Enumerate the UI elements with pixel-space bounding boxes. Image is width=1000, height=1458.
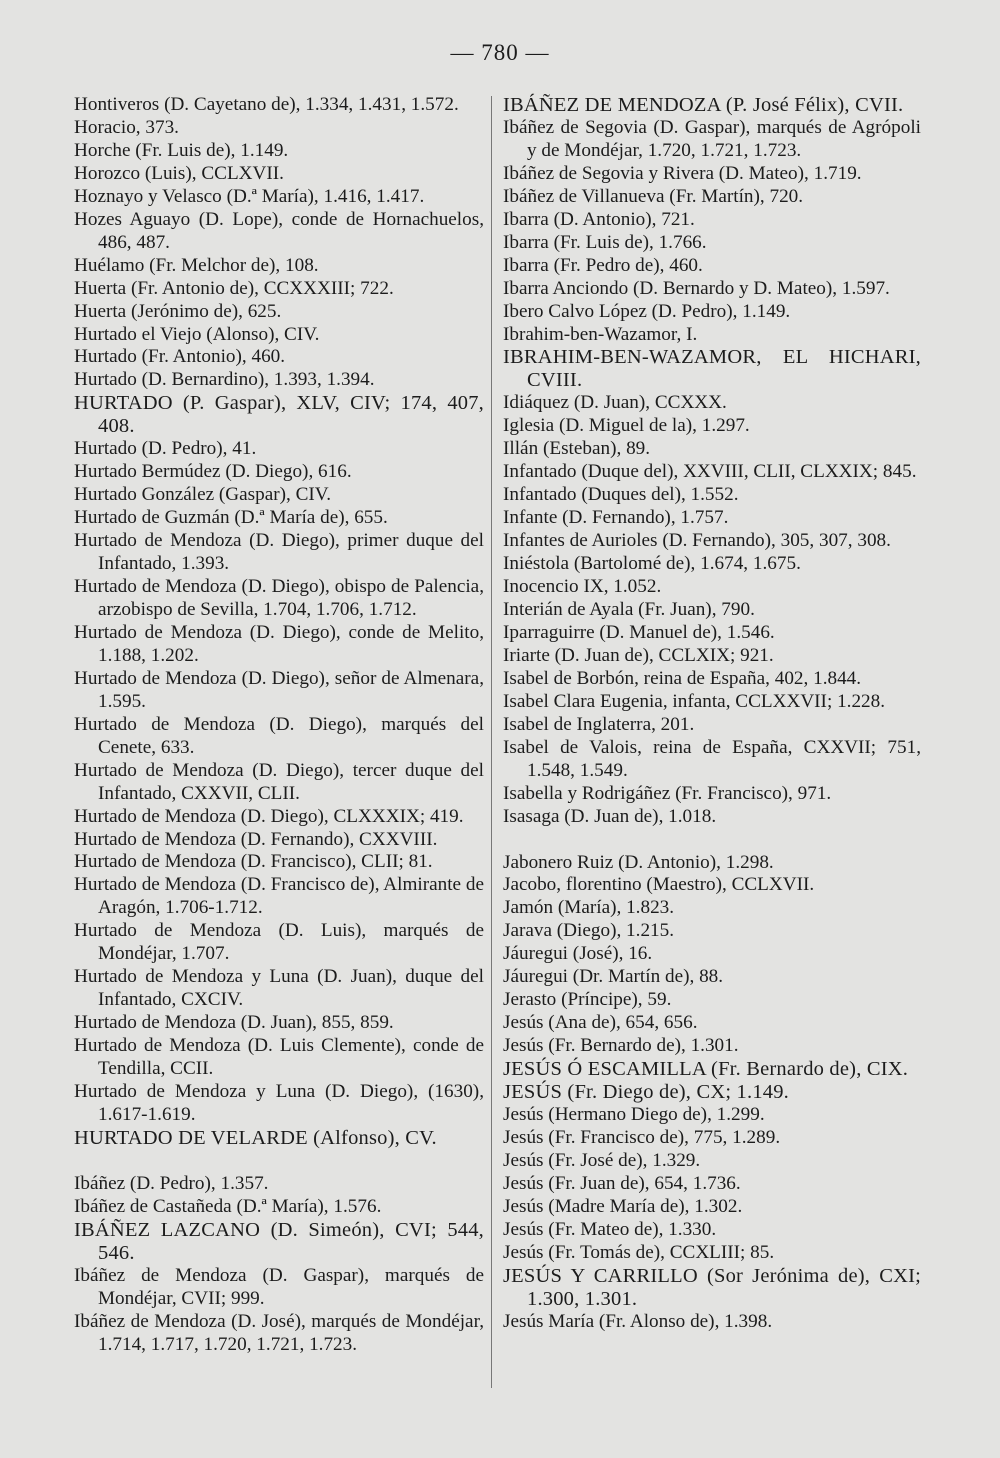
index-entry: Hurtado de Mendoza y Luna (D. Diego), (1630), 1.617-1.619. [74,1080,484,1125]
right-column [503,94,921,1334]
index-entry: Jáuregui (José), 16. [503,943,653,965]
index-entry: Hurtado de Mendoza (D. Francisco), CLII; 81. [74,851,433,873]
index-entry: Idiáquez (D. Juan), CCXXX. [503,392,727,414]
index-entry: Isabella y Rodrigáñez (Fr. Francisco), 971. [503,782,832,804]
index-entry: Hurtado de Mendoza (D. Luis), marqués de Mondéjar, 1.707. [74,920,484,965]
index-entry: Hurtado de Mendoza (D. Fernando), CXXVIII. [74,828,438,850]
index-entry: Jesús (Ana de), 654, 656. [503,1012,698,1034]
index-entry: Huélamo (Fr. Melchor de), 108. [74,254,319,276]
index-entry: Isabel de Valois, reina de España, CXXVII; 751, 1.548, 1.549. [503,736,921,781]
index-entry: Horche (Fr. Luis de), 1.149. [74,139,289,161]
index-entry: Jamón (María), 1.823. [503,897,675,919]
index-entry: Infante (D. Fernando), 1.757. [503,507,729,529]
index-entry: Ibáñez de Villanueva (Fr. Martín), 720. [503,185,804,207]
index-entry: Ibáñez de Segovia y Rivera (D. Mateo), 1.719. [503,162,862,184]
index-entry: IBÁÑEZ DE MENDOZA (P. José Félix), CVII. [503,94,904,116]
index-entry: Jerasto (Príncipe), 59. [503,989,672,1011]
index-entry: Hurtado el Viejo (Alonso), CIV. [74,323,320,345]
index-entry: Hurtado de Mendoza (D. Diego), tercer duque del Infantado, CXXVII, CLII. [74,759,484,804]
page-number: — 780 — [450,40,550,65]
index-entry: Infantes de Aurioles (D. Fernando), 305, 307, 308. [503,530,891,552]
index-entry: Ibarra (Fr. Pedro de), 460. [503,254,703,276]
index-entry: Hurtado (D. Pedro), 41. [74,438,257,460]
index-entry: Hurtado de Mendoza (D. Juan), 855, 859. [74,1012,394,1034]
index-entry: Hurtado de Mendoza (D. Diego), obispo de Palencia, arzobispo de Sevilla, 1.704, 1.706, 1.712. [74,576,484,620]
index-entry: Inocencio IX, 1.052. [503,576,662,598]
index-entry: Hurtado de Mendoza (D. Diego), marqués del Cenete, 633. [74,713,484,758]
index-entry: Hurtado de Mendoza (D. Diego), CLXXXIX; 419. [74,805,464,827]
index-entry: Hurtado de Mendoza (D. Luis Clemente), conde de Tendilla, CCII. [74,1035,484,1080]
index-entry: Hozes Aguayo (D. Lope), conde de Hornachuelos, 486, 487. [74,208,484,253]
index-entry: Iniéstola (Bartolomé de), 1.674, 1.675. [503,553,801,575]
index-entry: Interián de Ayala (Fr. Juan), 790. [503,598,755,620]
index-entry: Ibáñez de Castañeda (D.ª María), 1.576. [74,1195,382,1217]
index-entry: Ibáñez (D. Pedro), 1.357. [74,1172,269,1194]
index-entry: HURTADO (P. Gaspar), XLV, CIV; 174, 407, 408. [74,392,484,438]
left-column [74,94,484,1356]
section-gap [74,1150,484,1173]
index-entry: Ibarra (D. Antonio), 721. [503,208,695,230]
index-entry: JESÚS Y CARRILLO (Sor Jerónima de), CXI; 1.300, 1.301. [503,1264,921,1310]
index-entry: Iparraguirre (D. Manuel de), 1.546. [503,621,775,643]
index-entry: Jáuregui (Dr. Martín de), 88. [503,966,724,988]
index-entry: Ibero Calvo López (D. Pedro), 1.149. [503,300,791,322]
section-gap [503,829,921,852]
index-entry: Hurtado Bermúdez (D. Diego), 616. [74,461,352,483]
index-entry: Hoznayo y Velasco (D.ª María), 1.416, 1.417. [74,185,425,207]
index-entry: Ibrahim-ben-Wazamor, I. [503,323,698,345]
index-entry: Hurtado (D. Bernardino), 1.393, 1.394. [74,369,375,391]
index-entry: Infantado (Duques del), 1.552. [503,484,739,506]
index-entry: Hurtado de Mendoza y Luna (D. Juan), duque del Infantado, CXCIV. [74,966,484,1011]
index-entry: Hurtado de Mendoza (D. Diego), primer duque del Infantado, 1.393. [74,530,484,575]
index-entry: Jacobo, florentino (Maestro), CCLXVII. [503,874,815,896]
index-entry: Hurtado de Guzmán (D.ª María de), 655. [74,507,388,529]
index-entry: Ibarra (Fr. Luis de), 1.766. [503,231,707,253]
index-entry: Hurtado de Mendoza (D. Diego), conde de Melito, 1.188, 1.202. [74,621,484,666]
index-entry: Jesús (Fr. Mateo de), 1.330. [503,1218,717,1240]
index-entry: Ibarra Anciondo (D. Bernardo y D. Mateo), 1.597. [503,277,890,299]
index-entry: Hontiveros (D. Cayetano de), 1.334, 1.431, 1.572. [74,94,459,115]
index-entry: Jesús (Madre María de), 1.302. [503,1195,743,1217]
index-entry: JESÚS Ó ESCAMILLA (Fr. Bernardo de), CIX. [503,1058,909,1081]
index-entry: Jesús (Fr. Juan de), 654, 1.736. [503,1172,741,1194]
index-entry: Hurtado de Mendoza (D. Diego), señor de Almenara, 1.595. [74,667,484,712]
index-entry: Jesús (Fr. Francisco de), 775, 1.289. [503,1126,781,1148]
index-entry: Jesús (Hermano Diego de), 1.299. [503,1103,765,1125]
index-entry: Jabonero Ruiz (D. Antonio), 1.298. [503,851,774,873]
index-entry: Iriarte (D. Juan de), CCLXIX; 921. [503,644,774,666]
index-entry: Jesús (Fr. José de), 1.329. [503,1149,701,1171]
index-entry: JESÚS (Fr. Diego de), CX; 1.149. [503,1081,790,1104]
index-entry: Isabel de Borbón, reina de España, 402, 1.844. [503,667,862,689]
index-entry: Horacio, 373. [74,116,179,138]
index-entry: Jarava (Diego), 1.215. [503,920,675,942]
index-entry: Huerta (Jerónimo de), 625. [74,300,282,322]
index-entry: Jesús María (Fr. Alonso de), 1.398. [503,1310,773,1332]
index-entry: Ibáñez de Mendoza (D. Gaspar), marqués de Mondéjar, CVII; 999. [74,1264,484,1309]
index-entry: Jesús (Fr. Bernardo de), 1.301. [503,1035,739,1057]
index-entry: Huerta (Fr. Antonio de), CCXXXIII; 722. [74,277,394,299]
index-entry: Isabel de Inglaterra, 201. [503,713,695,735]
index-entry: Horozco (Luis), CCLXVII. [74,162,284,184]
index-entry: Illán (Esteban), 89. [503,438,651,460]
index-entry: Ibáñez de Mendoza (D. José), marqués de Mondéjar, 1.714, 1.717, 1.720, 1.721, 1.723. [74,1310,484,1355]
index-entry: Ibáñez de Segovia (D. Gaspar), marqués de Agrópoli y de Mondéjar, 1.720, 1.721, 1.723. [503,116,921,161]
index-entry: IBRAHIM-BEN-WAZAMOR, EL HICHARI, CVIII. [503,346,921,392]
index-entry: Infantado (Duque del), XXVIII, CLII, CLXXIX; 845. [503,461,917,483]
index-entry: Hurtado de Mendoza (D. Francisco de), Almirante de Aragón, 1.706-1.712. [74,874,484,919]
index-entry: Isasaga (D. Juan de), 1.018. [503,805,717,827]
index-entry: Isabel Clara Eugenia, infanta, CCLXXVII; 1.228. [503,690,886,712]
index-entry: Iglesia (D. Miguel de la), 1.297. [503,415,750,437]
index-entry: Hurtado González (Gaspar), CIV. [74,484,331,506]
index-entry: Jesús (Fr. Tomás de), CCXLIII; 85. [503,1241,775,1263]
index-entry: IBÁÑEZ LAZCANO (D. Simeón), CVI; 544, 546. [74,1218,484,1264]
index-entry: HURTADO DE VELARDE (Alfonso), CV. [74,1126,437,1149]
column-divider [491,96,492,1388]
index-entry: Hurtado (Fr. Antonio), 460. [74,346,286,368]
